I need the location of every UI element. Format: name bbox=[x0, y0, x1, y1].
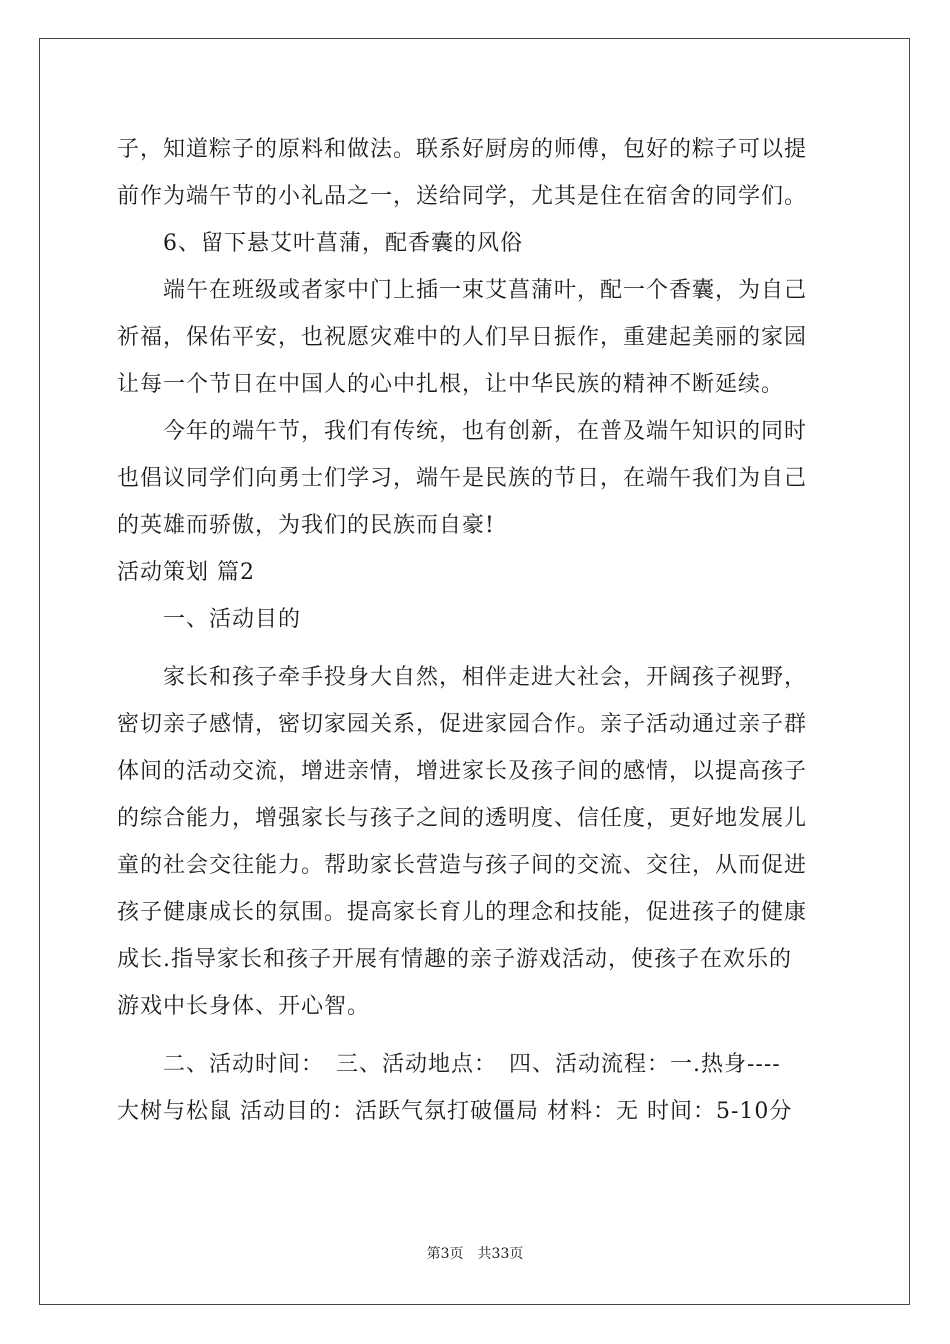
text-line: 孩子健康成长的氛围。提高家长育儿的理念和技能，促进孩子的健康 bbox=[117, 900, 808, 925]
text-line: 今年的端午节，我们有传统，也有创新，在普及端午知识的同时 bbox=[117, 419, 808, 444]
text-line: 也倡议同学们向勇士们学习，端午是民族的节日，在端午我们为自己 bbox=[117, 466, 808, 491]
text-line: 密切亲子感情，密切家园关系，促进家园合作。亲子活动通过亲子群 bbox=[117, 712, 808, 737]
text-line: 成长.指导家长和孩子开展有情趣的亲子游戏活动，使孩子在欢乐的 bbox=[117, 947, 792, 972]
text-line: 体间的活动交流，增进亲情，增进家长及孩子间的感情，以提高孩子 bbox=[117, 759, 808, 784]
article-title: 活动策划 篇2 bbox=[117, 560, 255, 585]
text-line: 家长和孩子牵手投身大自然，相伴走进大社会，开阔孩子视野， bbox=[117, 665, 808, 690]
text-line: 让每一个节日在中国人的心中扎根，让中华民族的精神不断延续。 bbox=[117, 372, 785, 397]
page-number: 第3页 共33页 bbox=[426, 1246, 524, 1262]
text-line: 的英雄而骄傲，为我们的民族而自豪! bbox=[117, 513, 495, 538]
document-body bbox=[117, 126, 833, 1135]
text-line: 前作为端午节的小礼品之一，送给同学，尤其是住在宿舍的同学们。 bbox=[117, 184, 808, 209]
text-line: 二、活动时间： 三、活动地点： 四、活动流程：一.热身---- bbox=[117, 1052, 781, 1077]
text-line: 祈福，保佑平安，也祝愿灾难中的人们早日振作，重建起美丽的家园 bbox=[117, 325, 808, 350]
text-line: 的综合能力，增强家长与孩子之间的透明度、信任度，更好地发展儿 bbox=[117, 806, 808, 831]
text-line: 大树与松鼠 活动目的：活跃气氛打破僵局 材料：无 时间：5-10分 bbox=[117, 1099, 793, 1124]
section-heading: 6、留下悬艾叶菖蒲，配香囊的风俗 bbox=[117, 231, 523, 256]
section-heading: 一、活动目的 bbox=[117, 607, 302, 632]
text-line: 童的社会交往能力。帮助家长营造与孩子间的交流、交往，从而促进 bbox=[117, 853, 808, 878]
text-line: 子，知道粽子的原料和做法。联系好厨房的师傅，包好的粽子可以提 bbox=[117, 137, 808, 162]
text-line: 端午在班级或者家中门上插一束艾菖蒲叶，配一个香囊，为自己 bbox=[117, 278, 808, 303]
text-line: 游戏中长身体、开心智。 bbox=[117, 994, 371, 1019]
